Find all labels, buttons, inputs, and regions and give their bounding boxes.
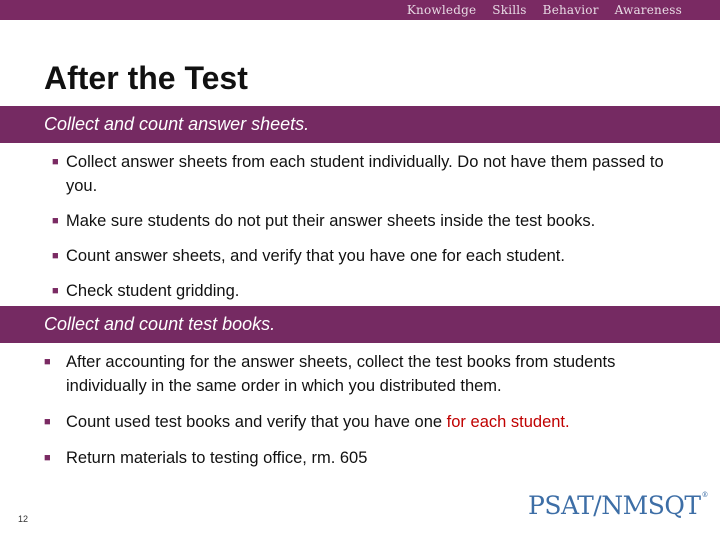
section-heading: Collect and count test books. (44, 314, 276, 334)
bullet-square-icon: ■ (44, 416, 51, 428)
list-item-text: Check student gridding. (66, 282, 240, 300)
highlighted-text: for each student. (446, 413, 570, 431)
slide-title: After the Test (44, 60, 248, 96)
list-item-text (66, 410, 694, 434)
bullet-square-icon: ■ (52, 156, 59, 168)
answer-sheets-list (52, 150, 672, 314)
psat-nmsqt-logo (528, 491, 708, 520)
nav-item-knowledge: Knowledge (406, 3, 477, 17)
section-heading: Collect and count answer sheets. (44, 114, 310, 134)
nav-item-skills: Skills (492, 3, 527, 17)
nav-item-awareness: Awareness (614, 3, 682, 17)
section-banner-answer-sheets (0, 106, 720, 143)
list-item-text: Make sure students do not put their answer sheets inside the test books. (66, 212, 596, 230)
list-item (44, 350, 694, 398)
list-item (44, 446, 694, 470)
logo-text: PSAT/NMSQT (528, 491, 701, 520)
bullet-square-icon: ■ (44, 452, 51, 464)
list-item (52, 150, 672, 198)
list-item-text-plain: Count used test books and verify that you have one (66, 413, 447, 431)
list-item (52, 279, 672, 303)
list-item-text: After accounting for the answer sheets, collect the test books from students individually in the same order in which you distributed them. (66, 353, 616, 395)
page-number: 12 (18, 514, 29, 524)
bullet-square-icon: ■ (52, 215, 59, 227)
nav-item-behavior: Behavior (542, 3, 599, 17)
list-item-text: Collect answer sheets from each student individually. Do not have them passed to you. (66, 153, 664, 195)
list-item (52, 209, 672, 233)
list-item-text: Count answer sheets, and verify that you have one for each student. (66, 247, 565, 265)
list-item (44, 410, 694, 434)
list-item (52, 244, 672, 268)
registered-mark: ® (701, 491, 709, 499)
section-banner-test-books (0, 306, 720, 343)
list-item-text: Return materials to testing office, rm. 605 (66, 449, 368, 467)
bullet-square-icon: ■ (52, 285, 59, 297)
top-nav (391, 0, 682, 20)
top-banner (0, 0, 720, 20)
test-books-list (44, 350, 694, 482)
bullet-square-icon: ■ (44, 356, 51, 368)
bullet-square-icon: ■ (52, 250, 59, 262)
